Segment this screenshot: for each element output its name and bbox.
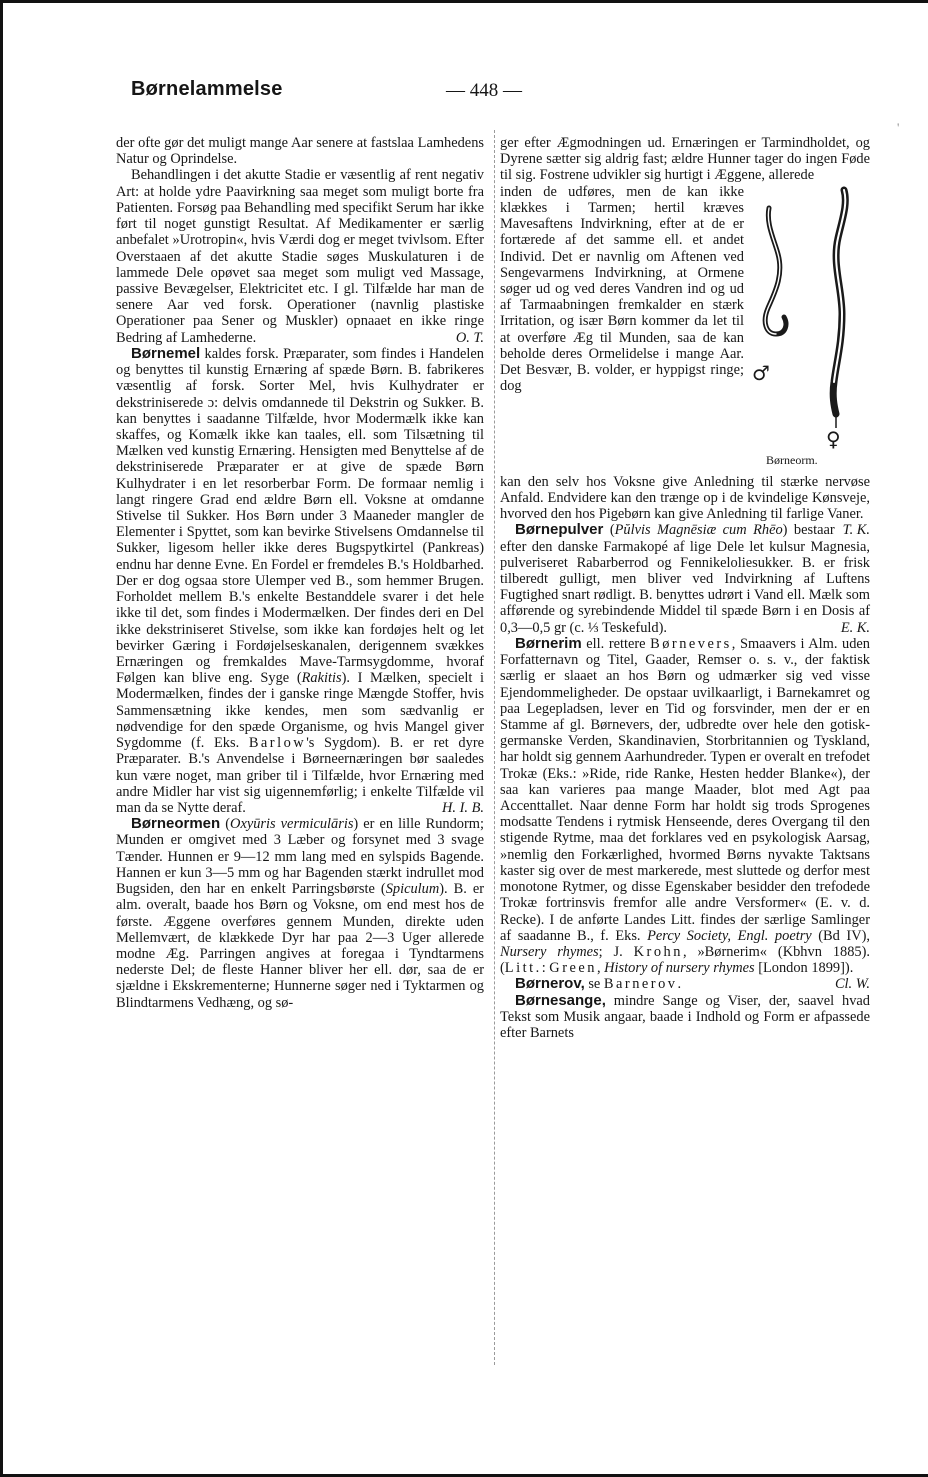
entry-continuation: der ofte gør det muligt mange Aar senere at fastslaa Lamhedens Natur og Oprindelse. [116, 135, 484, 168]
right-column [500, 135, 870, 1041]
headword: Børnerim [515, 634, 582, 652]
running-head-word: Børnelammelse [131, 78, 283, 100]
text-with-figure [500, 184, 870, 474]
figure-caption: Børneorm. [766, 452, 818, 467]
cross-reference: Barnerov [603, 976, 678, 993]
wrapped-text: inden de udføres, men de kan ikke klækkes i Tarmen; hertil kræves Mavesaftens Indvirkning, efter at de er fortærede af det samme ell. et andet Individ. Det er navnlig om Aftenen ved Sengevarmens Indvirkning, at Ormene søger ud og ved deres Vandren ind og ud af Tarmaabningen fremkalder en stærk Irritation, og især Børn kommer da let til at overføre Æg til Munden, saa de kan beholde deres Ormelidelse i mange Aar. Det Besvær, B. volder, er hyppigst ringe; dog [500, 183, 744, 395]
author-signature: E. K. [840, 619, 870, 636]
entry-bornerov: Børnerov, se Barnerov. [515, 975, 682, 993]
entry-bornesange: Børnesange, mindre Sange og Viser, der, saavel hvad Tekst som Musik angaar, baade i Indhold og Form er afpassede efter Barnets [500, 991, 870, 1042]
entry-borneormen: Børneormen (Oxyūris vermiculāris) er en lille Rundorm; Munden er omgivet med 3 Læber og forsynet med 3 svage Tænder. Hunnen er 9—12 mm lang med en sylspids Bagende. Hannen er kun 3—5 mm og har Bagenden stærkt indrullet mod Bugsiden, den har en enkelt Parringsbørste (Spiculum). B. er alm. overalt, baade hos Børn og Voksne, om end mest hos de første. Æggene overføres gennem Munden, direkte uden Mellemvært, de klækkede Dyr har paa 2—3 Uger allerede modne Æg. Parringen angives at foregaa i Tyndtarmens nederste Del; de fleste Hanner bliver her ell. dør, saa de er sjældne i Ekskrementerne; Hunnerne søger ned i Tyktarmen og Blindtarmens Vedhæng, og sø- [116, 815, 484, 1011]
page-number: — 448 — [446, 80, 522, 101]
headword: Børnesange, [515, 991, 606, 1009]
scan-border-top [0, 0, 928, 3]
corner-mark: ' [897, 120, 900, 135]
pinworm-illustration [752, 184, 870, 452]
author-signature: Cl. W. [834, 976, 870, 993]
author-signature: T. K. [842, 522, 870, 539]
borneormen-continuation: ger efter Ægmodningen ud. Ernæringen er Tarmindholdet, og Dyrene sætter sig aldrig fast; ældre Hunner tager do ingen Føde til sig. Fostrene udvikler sig hurtigt i Æggene, allerede [500, 135, 870, 184]
female-symbol: ♀ [826, 426, 841, 451]
column-divider [494, 130, 495, 1365]
author-signature: O. T. [455, 329, 484, 346]
entry-bornemel: Børnemel kaldes forsk. Præparater, som findes i Handelen og benyttes til kunstig Ernæring af spæde Børn. B. fabrikeres væsentlig af forsk. Sorter Mel, hvis Kulhydrater er dekstriniserede ɔ: delvis omdannede til Dekstrin og Sukker. B. kan benyttes i saadanne Tilfælde, hvor Modermælk ikke kan skaffes, og Komælk ikke kan taales, ell. som Tilsætning til Mælken ved kunstig Ernæring. Hensigten med Benyttelse af de dekstriniserede Præparater er at give de spæde Børn Kulhydrater i en let resorberbar Form. De formaar nemlig i langt ringere Grad end ældre Børn ell. Voksne at omdanne Stivelse til Sukker. Hos Børn under 3 Maaneder mangler de Elementer i Spyttet, som kan bevirke Stivelsens Omdannelse til Sukker, ligesom heller ikke deres Bugspytkirtel (Pankreas) endnu har denne Evne. En Fordel er fremdeles B.'s Holdbarhed. Der er dog ogsaa store Ulemper ved B., som hemmer Brugen. Forholdet mellem B.'s enkelte Bestanddele svarer i det hele ikke til det, som findes i Modermælken. Der findes deri en Del ikke dekstriniseret Stivelse, som ikke kan fordøjes helt og let bevirker Gæring i Fordøjelseskanalen, derigennem svækkes Ernæringen og fremkaldes Mave-Tarmsygdomme, hvoraf Følgen kan blive eng. Syge (Rakitis). I Mælken, specielt i Modermælken, findes der i ganske ringe Mængde Stoffer, hvis Sammensætning ikke kendes, men som sædvanlig er nødvendige for den spæde Organisme, og hvis Mangel giver Sygdomme (f. Eks. Barlow's Sygdom). B. er ret dyre Præparater. B.'s Anvendelse i Børneernæringen bør saaledes kun være noget, man griber til i Tilfælde, hvor Ernæring med andre Midler har vist sig uigennemførlig; i enkelte Tilfælde vil man da se Nytte deraf. H. I. B. [116, 344, 485, 816]
author-signature: H. I. B. [442, 799, 484, 816]
left-column [116, 135, 484, 1011]
borneormen-end: kan den selv hos Voksne give Anledning til stærke nervøse Anfald. Endvidere kan den trænge op i de kvindelige Kønsveje, hvorved den hos Pigebørn kan give Anledning til farlige Vaner. T. K. [500, 473, 870, 539]
scan-border-left [0, 0, 3, 1477]
headword: Børnemel [131, 344, 201, 362]
pinworm-figure [752, 184, 870, 474]
male-symbol: ♂ [752, 360, 770, 385]
male-worm [765, 208, 786, 334]
entry-bornerim: Børnerim ell. rettere Børnevers, Smaavers i Alm. uden Forfatternavn og Titel, Gaader, Remser o. s. v., der faktisk særlig er slaaet an hos Børn og udmærker sig ved visse Ejendommeligheder. De opstaar uvilkaarligt, i Barnekamret og paa Legepladsen, lever en Tid og forsvinder, men der er en Stamme af gl. Børnevers, der, udbredte over hele den gotisk-germanske Verden, Skandinavien, Storbritannien og Tyskland, har holdt sig gennem Aarhundreder. Typen er overalt en trefodet Trokæ (Eks.: »Ride, ride Ranke, Hesten hedder Blanke«), der saa kan varieres paa mange Maader, blot med Agt paa Accenttallet. Naar denne Form har holdt sig trods Sprogenes modsatte Tendens i rytmisk Henseende, deres Overgang til den stigende Rytme, maa det forklares ved en psykologisk Aarsag, »nemlig den Forkærlighed, hvormed Børns nyvakte Taktsans kaster sig over de mest markerede, mest sluttede og derfor mest monotone Rytmer, og disse Egenskaber besidder den trefodede Trokæ fortrinsvis fremfor alle andre Versformer« (E. v. d. Recke). I de anførte Landes Litt. findes der særlige Samlinger af saadanne B., f. Eks. Percy Society, Engl. poetry (Bd IV), Nursery rhymes; J. Krohn, »Børnerim« (Kbhvn 1885). (Litt.: Green, History of nursery rhymes [London 1899]). Cl. W. [500, 634, 870, 993]
headword: Børnerov, [515, 975, 585, 993]
headword: Børneormen [131, 815, 221, 833]
headword: Børnepulver [515, 521, 604, 539]
entry-bornepulver: Børnepulver (Pŭlvis Magnēsiæ cum Rhēo) bestaar efter den danske Farmakopé af lige Dele let kulsur Magnesia, pulveriseret Rabarberrod og Fennikeloliesukker. B. er frisk tilberedt gulligt, men bliver ved Indvirkning af Luftens Fugtighed snart rødligt. B. benyttes udrørt i Vand ell. Mælk som afførende og syrebindende Middel til spæde Børn i en Dosis af 0,3—0,5 gr (c. ⅓ Teskefuld). E. K. [500, 521, 870, 636]
treatment-paragraph: Behandlingen i det akutte Stadie er væsentlig af rent negativ Art: at holde ydre Paavirkning saa meget som muligt borte fra Patienten. Forsøg paa Behandling med specifikt Serum har ikke ført til noget gunstigt Resultat. Af Medikamenter er særlig anbefalet »Urotropin«, hvis Værdi dog er meget tvivlsom. Efter Overstaaen af det akutte Stadie søges Muskulaturen i de lammede Dele opøvet saa meget som muligt ved Massage, passive Bevægelser, Elektricitet etc. I gl. Tilfælde har man de senere Aar ved forsk. Operationer (navnlig plastiske Operationer paa Sener og Muskler) opnaaet en ikke ringe Bedring af Lamhederne. O. T. [116, 167, 484, 346]
